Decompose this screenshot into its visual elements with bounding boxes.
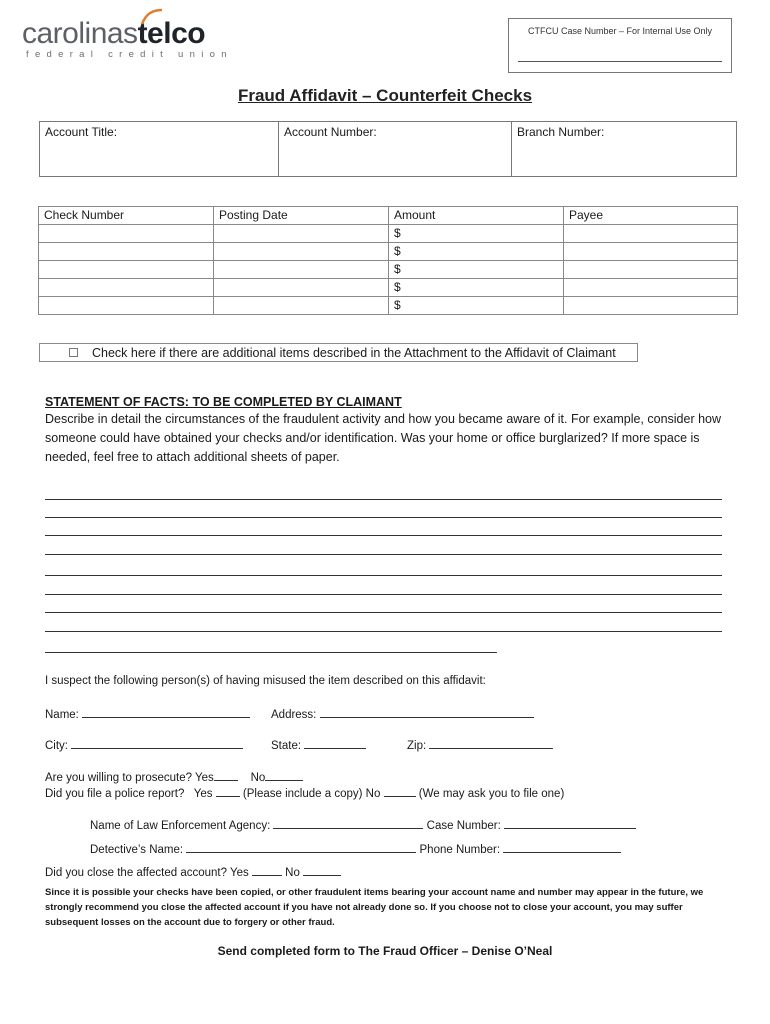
closed-account-question: Did you close the affected account? Yes [45,867,249,879]
account-number-field[interactable] [279,122,512,177]
brand-logo [22,14,205,54]
detective-name-label: Detective’s Name: [90,844,184,856]
statement-line[interactable] [45,594,722,595]
suspect-intro: I suspect the following person(s) of having misused the item described on this affidavit: [45,675,486,687]
recommendation-notice: Since it is possible your checks have been copied, or other fraudulent items bearing your account name and number may appear in the future, we strongly recommend you close the affected account if you have not already done so. If you choose not to close your account, you may suffer subsequent losses on the account due to forgery or other fraud. [45,887,704,928]
closed-account-row [45,864,341,879]
checks-table [38,206,738,315]
send-instruction: Send completed form to The Fraud Officer – Denise O’Neal [217,944,553,958]
account-info-table [39,121,737,177]
statement-line[interactable] [45,575,722,576]
page-title: Fraud Affidavit – Counterfeit Checks [237,86,533,105]
statement-line[interactable] [45,652,497,653]
statement-line[interactable] [45,631,722,632]
suspect-address-field[interactable] [320,706,534,718]
prosecute-question: Are you willing to prosecute? [45,772,193,784]
case-number-box [508,18,732,73]
statement-line[interactable] [45,612,722,613]
police-yes-label: Yes [193,788,213,800]
account-title-label: Account Title: [45,125,118,139]
suspect-name-label: Name: [45,709,79,721]
suspect-zip-row [407,737,553,752]
table-row [39,261,738,279]
payee-cell[interactable] [564,243,738,261]
suspect-city-row [45,737,243,752]
closed-yes-field[interactable] [252,864,282,876]
suspect-name-field[interactable] [82,706,250,718]
account-title-field[interactable] [40,122,279,177]
statement-line[interactable] [45,535,722,536]
prosecute-no-label: No [250,772,266,784]
posting-date-cell[interactable] [214,243,389,261]
police-report-row [45,785,564,800]
attachment-checkbox-label: Check here if there are additional items described in the Attachment to the Affidavit of Claimant [92,346,616,360]
prosecute-no-field[interactable] [265,769,303,781]
prosecute-yes-field[interactable] [214,769,238,781]
case-number-label: CTFCU Case Number – For Internal Use Only [527,26,713,36]
table-row [39,297,738,315]
logo-text-bold: telco [137,17,206,50]
closed-no-field[interactable] [303,864,341,876]
suspect-state-label: State: [271,740,302,752]
agency-case-field[interactable] [504,817,636,829]
agency-name-field[interactable] [273,817,423,829]
agency-name-label: Name of Law Enforcement Agency: [90,820,271,832]
suspect-state-field[interactable] [304,737,366,749]
statement-line[interactable] [45,499,722,500]
branch-number-label: Branch Number: [517,125,605,139]
prosecute-row [45,769,303,784]
table-row [39,243,738,261]
posting-date-cell[interactable] [214,279,389,297]
attachment-checkbox[interactable] [69,348,78,357]
amount-cell[interactable]: $ [389,225,564,243]
detective-row [90,841,621,856]
logo-swoosh-icon [140,8,164,26]
payee-cell[interactable] [564,225,738,243]
phone-number-field[interactable] [503,841,621,853]
police-yes-field[interactable] [216,785,240,797]
detective-name-field[interactable] [186,841,416,853]
column-header: Check Number [39,207,214,225]
closed-no-label: No [285,867,300,879]
posting-date-cell[interactable] [214,225,389,243]
amount-cell[interactable]: $ [389,297,564,315]
suspect-state-row [271,737,366,752]
attachment-checkbox-row [39,343,638,362]
amount-cell[interactable]: $ [389,279,564,297]
statement-heading: STATEMENT OF FACTS: TO BE COMPLETED BY CLAIMANT [45,395,402,409]
police-yes-note: (Please include a copy) No [242,788,381,800]
suspect-address-row [271,706,534,721]
check-number-cell[interactable] [39,243,214,261]
branch-number-field[interactable] [512,122,737,177]
check-number-cell[interactable] [39,279,214,297]
amount-cell[interactable]: $ [389,243,564,261]
agency-row [90,817,636,832]
table-row [39,279,738,297]
posting-date-cell[interactable] [214,297,389,315]
logo-text-light: carolinas [22,17,138,50]
police-no-note: (We may ask you to file one) [418,788,565,800]
police-no-field[interactable] [384,785,416,797]
police-report-question: Did you file a police report? [45,788,185,800]
logo-subtitle: federal credit union [26,49,233,60]
payee-cell[interactable] [564,261,738,279]
phone-number-label: Phone Number: [419,844,501,856]
statement-line[interactable] [45,517,722,518]
suspect-address-label: Address: [271,709,317,721]
column-header: Amount [389,207,564,225]
check-number-cell[interactable] [39,297,214,315]
payee-cell[interactable] [564,297,738,315]
checks-header-row [39,207,738,225]
case-number-field[interactable] [518,61,722,62]
payee-cell[interactable] [564,279,738,297]
check-number-cell[interactable] [39,225,214,243]
suspect-city-field[interactable] [71,737,243,749]
amount-cell[interactable]: $ [389,261,564,279]
suspect-name-row [45,706,250,721]
column-header: Posting Date [214,207,389,225]
column-header: Payee [564,207,738,225]
statement-line[interactable] [45,554,722,555]
statement-description: Describe in detail the circumstances of the fraudulent activity and how you became aware of it. For example, consider how someone could have obtained your checks and/or identification. Was your home or office burglarized? If more space is needed, feel free to attach additional sheets of paper. [45,412,722,464]
posting-date-cell[interactable] [214,261,389,279]
suspect-zip-field[interactable] [429,737,553,749]
table-row [39,225,738,243]
account-number-label: Account Number: [284,125,377,139]
prosecute-yes-label: Yes [195,772,214,784]
suspect-city-label: City: [45,740,68,752]
suspect-zip-label: Zip: [407,740,427,752]
case-number-label: Case Number: [426,820,501,832]
check-number-cell[interactable] [39,261,214,279]
